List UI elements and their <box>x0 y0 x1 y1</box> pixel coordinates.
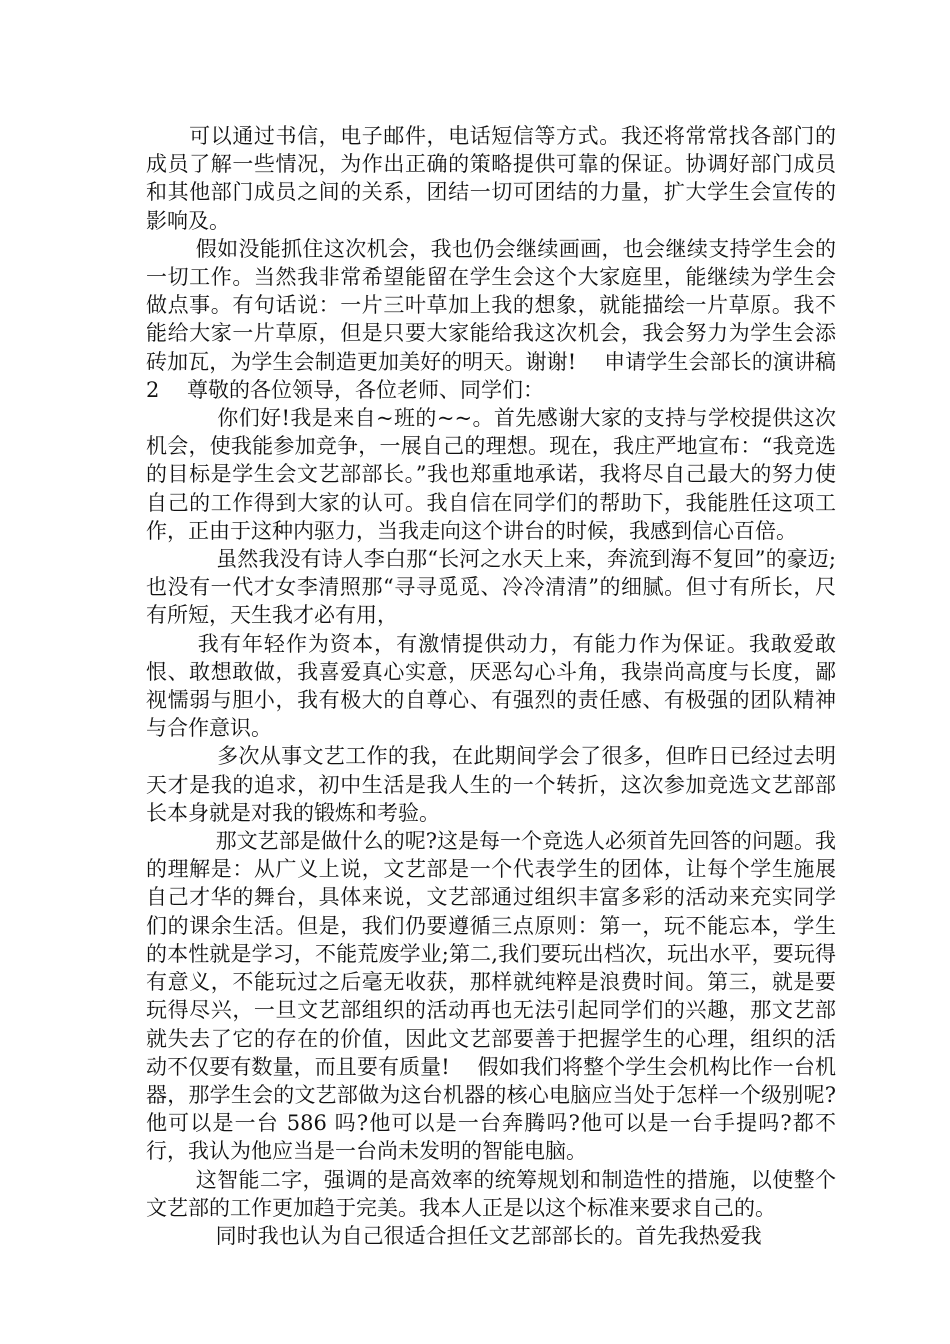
paragraph: 虽然我没有诗人李白那“长河之水天上来，奔流到海不复回”的豪迈;也没有一代才女李清照那“寻寻觅觅、冷冷清清”的细腻。但寸有所长，尺有所短，天生我才必有用， <box>146 547 836 628</box>
paragraph: 我有年轻作为资本，有激情提供动力，有能力作为保证。我敢爱敢恨、敢想敢做，我喜爱真心实意，厌恶勾心斗角，我崇尚高度与长度，鄙视懦弱与胆小，我有极大的自尊心、有强烈的责任感、有极强的团队精神与合作意识。 <box>146 631 836 741</box>
document-body <box>146 122 843 1250</box>
paragraph: 这智能二字，强调的是高效率的统筹规划和制造性的措施，以使整个文艺部的工作更加趋于完美。我本人正是以这个标准来要求自己的。 <box>146 1167 836 1220</box>
paragraph: 那文艺部是做什么的呢?这是每一个竞选人必须首先回答的问题。我的理解是：从广义上说，文艺部是一个代表学生的团体，让每个学生施展自己才华的舞台，具体来说，文艺部通过组织丰富多彩的活动来充实同学们的课余生活。但是，我们仍要遵循三点原则：第一，玩不能忘本，学生的本性就是学习，不能荒废学业;第二,我们要玩出档次，玩出水平，要玩得有意义，不能玩过之后毫无收获，那样就纯粹是浪费时间。第三，就是要玩得尽兴，一旦文艺部组织的活动再也无法引起同学们的兴趣，那文艺部就失去了它的存在的价值，因此文艺部要善于把握学生的心理，组织的活动不仅要有数量，而且要有质量! 假如我们将整个学生会机构比作一台机器，那学生会的文艺部做为这台机器的核心电脑应当处于怎样一个级别呢?他可以是一台 586 吗?他可以是一台奔腾吗?他可以是一台手提吗?都不行，我认为他应当是一台尚未发明的智能电脑。 <box>146 829 836 1164</box>
paragraph: 你们好!我是来自~班的~~。首先感谢大家的支持与学校提供这次机会，使我能参加竞争，一展自己的理想。现在，我庄严地宣布：“我竞选的目标是学生会文艺部部长。”我也郑重地承诺，我将尽自己最大的努力使自己的工作得到大家的认可。我自信在同学们的帮助下，我能胜任这项工作，正由于这种内驱力，当我走向这个讲台的时候，我感到信心百倍。 <box>146 406 836 543</box>
paragraph: 假如没能抓住这次机会，我也仍会继续画画，也会继续支持学生会的一切工作。当然我非常希望能留在学生会这个大家庭里，能继续为学生会做点事。有句话说：一片三叶草加上我的想象，就能描绘一片草原。我不能给大家一片草原，但是只要大家能给我这次机会，我会努力为学生会添砖加瓦，为学生会制造更加美好的明天。谢谢! 申请学生会部长的演讲稿 2 尊敬的各位领导，各位老师、同学们： <box>146 236 843 402</box>
paragraph: 同时我也认为自己很适合担任文艺部部长的。首先我热爱我 <box>146 1223 762 1248</box>
paragraph: 多次从事文艺工作的我，在此期间学会了很多，但昨日已经过去明天才是我的追求，初中生活是我人生的一个转折，这次参加竞选文艺部部长本身就是对我的锻炼和考验。 <box>146 744 836 825</box>
paragraph: 可以通过书信，电子邮件，电话短信等方式。我还将常常找各部门的成员了解一些情况，为作出正确的策略提供可靠的保证。协调好部门成员和其他部门成员之间的关系，团结一切可团结的力量，扩大学生会宣传的影响及。 <box>146 124 836 233</box>
